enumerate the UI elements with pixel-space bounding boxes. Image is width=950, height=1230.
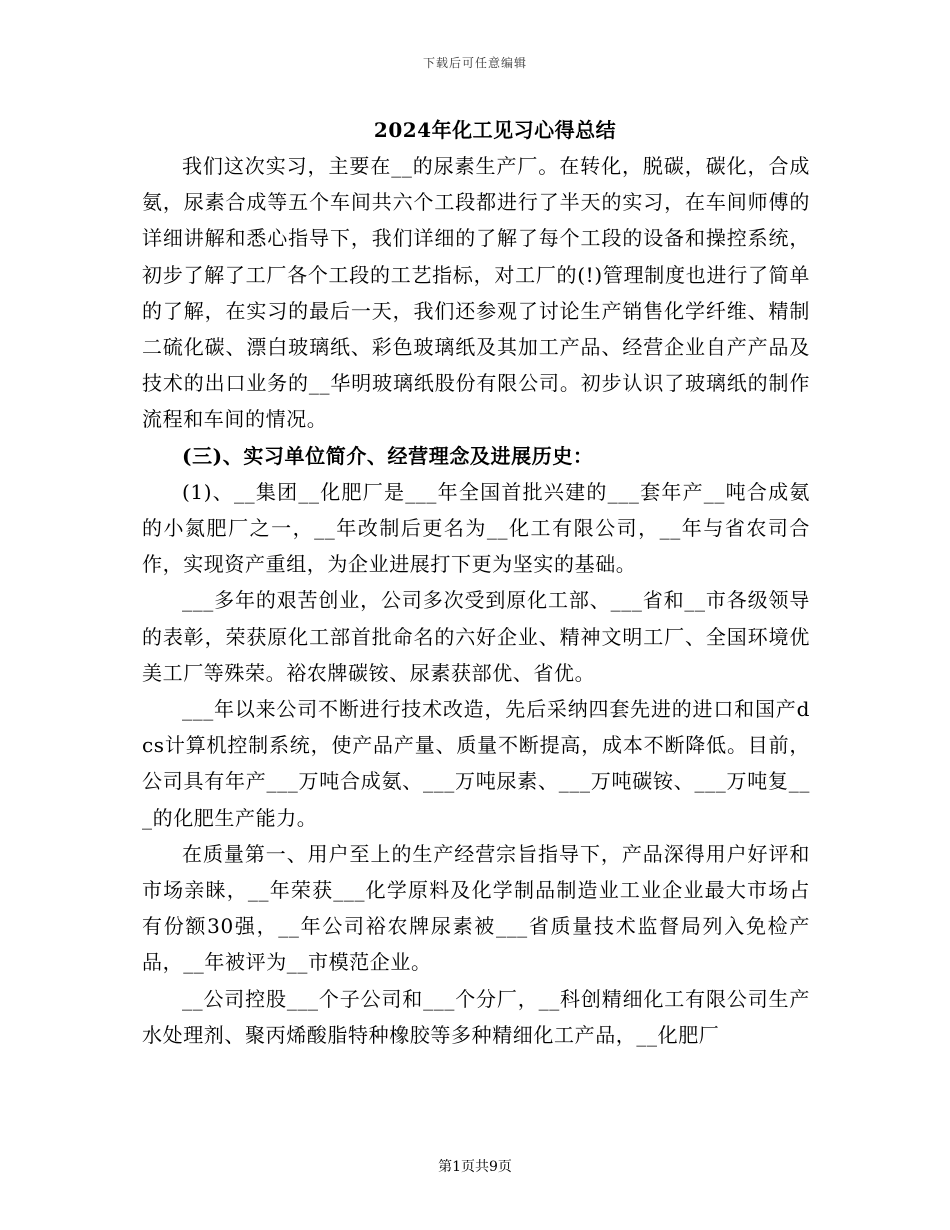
paragraph-subsidiaries: __公司控股___个子公司和___个分厂，__科创精细化工有限公司生产水处理剂、聚丙烯酸脂特种橡胶等多种精细化工产品，__化肥厂 xyxy=(142,986,810,1047)
paragraph-company-history: (1)、__集团__化肥厂是___年全国首批兴建的___套年产__吨合成氨的小氮肥厂之一，__年改制后更名为__化工有限公司，__年与省农司合作，实现资产重组，为企业进展打下更为坚实的基础。 xyxy=(142,479,810,577)
paragraph-intro: 我们这次实习，主要在__的尿素生产厂。在转化，脱碳，碳化，合成氨，尿素合成等五个车间共六个工段都进行了半天的实习，在车间师傅的详细讲解和悉心指导下，我们详细的了解了每个工段的设备和操控系统，初步了解了工厂各个工段的工艺指标，对工厂的(!)管理制度也进行了简单的了解，在实习的最后一天，我们还参观了讨论生产销售化学纤维、精制二硫化碳、漂白玻璃纸、彩色玻璃纸及其加工产品、经营企业自产产品及技术的出口业务的__华明玻璃纸股份有限公司。初步认识了玻璃纸的制作流程和车间的情况。 xyxy=(142,154,810,432)
paragraph-quality: 在质量第一、用户至上的生产经营宗旨指导下，产品深得用户好评和市场亲睐，__年荣获___化学原料及化学制品制造业工业企业最大市场占有份额30强，__年公司裕农牌尿素被___省质量技术监督局列入免检产品，__年被评为__市模范企业。 xyxy=(142,841,810,975)
section-heading: (三)、实习单位简介、经营理念及进展历史： xyxy=(182,443,594,468)
document-title: 2024年化工见习心得总结 xyxy=(373,118,617,142)
paragraph-honors: ___多年的艰苦创业，公司多次受到原化工部、___省和__市各级领导的表彰，荣获原化工部首批命名的六好企业、精神文明工厂、全国环境优美工厂等殊荣。裕农牌碳铵、尿素获部优、省优。 xyxy=(142,588,810,685)
paragraph-technology: ___年以来公司不断进行技术改造，先后采纳四套先进的进口和国产dcs计算机控制系统，使产品产量、质量不断提高，成本不断降低。目前，公司具有年产___万吨合成氨、___万吨尿素、___万吨碳铵、___万吨复___的化肥生产能力。 xyxy=(142,697,810,830)
header-note: 下载后可任意编辑 xyxy=(422,56,527,70)
document-body xyxy=(142,148,810,1053)
page-number: 第1页共9页 xyxy=(438,1159,512,1175)
